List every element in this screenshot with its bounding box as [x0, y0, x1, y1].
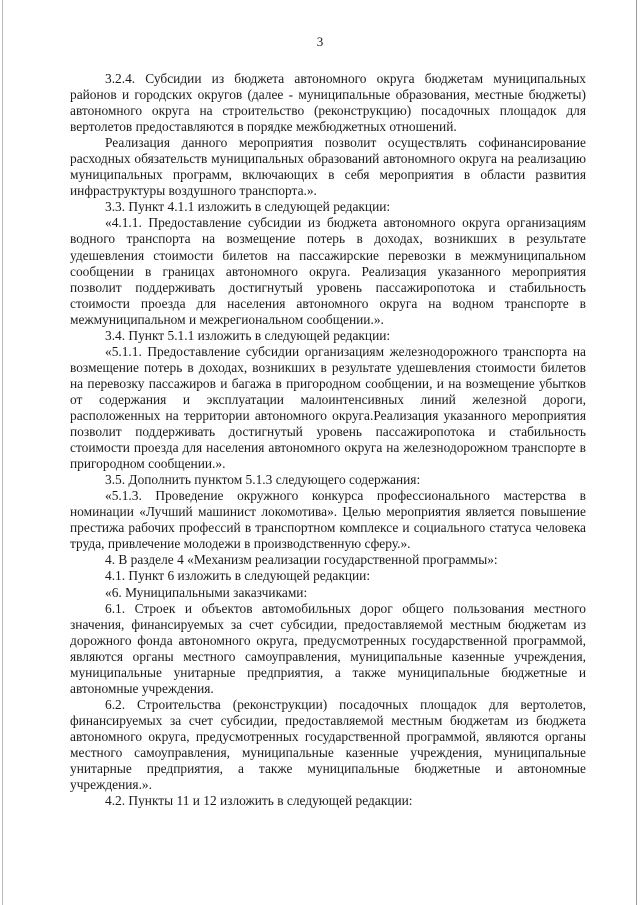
scan-edge-right — [636, 0, 637, 905]
paragraph-4-1: 4.1. Пункт 6 изложить в следующей редакции: — [105, 568, 371, 584]
paragraph-6: «6. Муниципальными заказчиками: — [105, 584, 308, 600]
page-number: 3 — [316, 34, 324, 49]
paragraph-3-5: 3.5. Дополнить пунктом 5.1.3 следующего содержания: — [105, 472, 421, 488]
paragraph-section-4: 4. В разделе 4 «Механизм реализации государственной программы»: — [105, 552, 498, 568]
paragraph-3-3: 3.3. Пункт 4.1.1 изложить в следующей редакции: — [105, 199, 391, 215]
document-body — [70, 71, 586, 809]
scan-edge-left — [2, 0, 3, 905]
paragraph-3-2-4: 3.2.4. Субсидии из бюджета автономного округа бюджетам муниципальных районов и городских округов (далее - муниципальные образования, местные бюджеты) автономного округа на строительство (реконструкцию) посадочных площадок для вертолетов предоставляются в порядке межбюджетных отношений. — [70, 71, 586, 135]
paragraph-implementation: Реализация данного мероприятия позволит осуществлять софинансирование расходных обязательств муниципальных образований автономного округа на реализацию муниципальных программ, включающих в себя мероприятия в области развития инфраструктуры воздушного транспорта.». — [70, 135, 586, 199]
paragraph-3-4: 3.4. Пункт 5.1.1 изложить в следующей редакции: — [105, 327, 391, 343]
paragraph-6-2: 6.2. Строительства (реконструкции) посадочных площадок для вертолетов, финансируемых за счет субсидии, предоставляемой местным бюджетам из бюджета автономного округа, предусмотренных государственной программой, являются органы местного самоуправления, муниципальные казенные учреждения, муниципальные унитарные предприятия, а также муниципальные бюджетные и автономные учреждения.». — [70, 696, 586, 793]
paragraph-5-1-3: «5.1.3. Проведение окружного конкурса профессионального мастерства в номинации «Лучший машинист локомотива». Целью мероприятия является повышение престижа рабочих профессий в транспортном комплексе и социального статуса человека труда, привлечение молодежи в производственную сферу.». — [70, 488, 586, 552]
paragraph-4-2: 4.2. Пункты 11 и 12 изложить в следующей редакции: — [105, 793, 413, 809]
paragraph-4-1-1: «4.1.1. Предоставление субсидии из бюджета автономного округа организациям водного транспорта на возмещение потерь в доходах, возникших в результате удешевления стоимости билетов на пассажирские перевозки в межмуниципальном сообщении в границах автономного округа. Реализация указанного мероприятия позволит поддерживать достигнутый уровень пассажиропотока и стабильность стоимости проезда для населения автономного округа на водном транспорте в межмуниципальном и межрегиональном сообщении.». — [70, 215, 586, 327]
paragraph-6-1: 6.1. Строек и объектов автомобильных дорог общего пользования местного значения, финансируемых за счет субсидии, предоставляемой местным бюджетам из дорожного фонда автономного округа, предусмотренных государственной программой, являются органы местного самоуправления, муниципальные казенные учреждения, муниципальные унитарные предприятия, а также муниципальные бюджетные и автономные учреждения. — [70, 600, 586, 696]
paragraph-5-1-1: «5.1.1. Предоставление субсидии организациям железнодорожного транспорта на возмещение потерь в доходах, возникших в результате удешевления стоимости билетов на перевозку пассажиров и багажа в пригородном сообщении, и на возмещение убытков от содержания и эксплуатации малоинтенсивных линий железной дороги, расположенных на территории автономного округа.Реализация указанного мероприятия позволит поддерживать достигнутый уровень пассажиропотока и стабильность стоимости проезда для населения автономного округа на железнодорожном транспорте в пригородном сообщении.». — [70, 343, 586, 472]
